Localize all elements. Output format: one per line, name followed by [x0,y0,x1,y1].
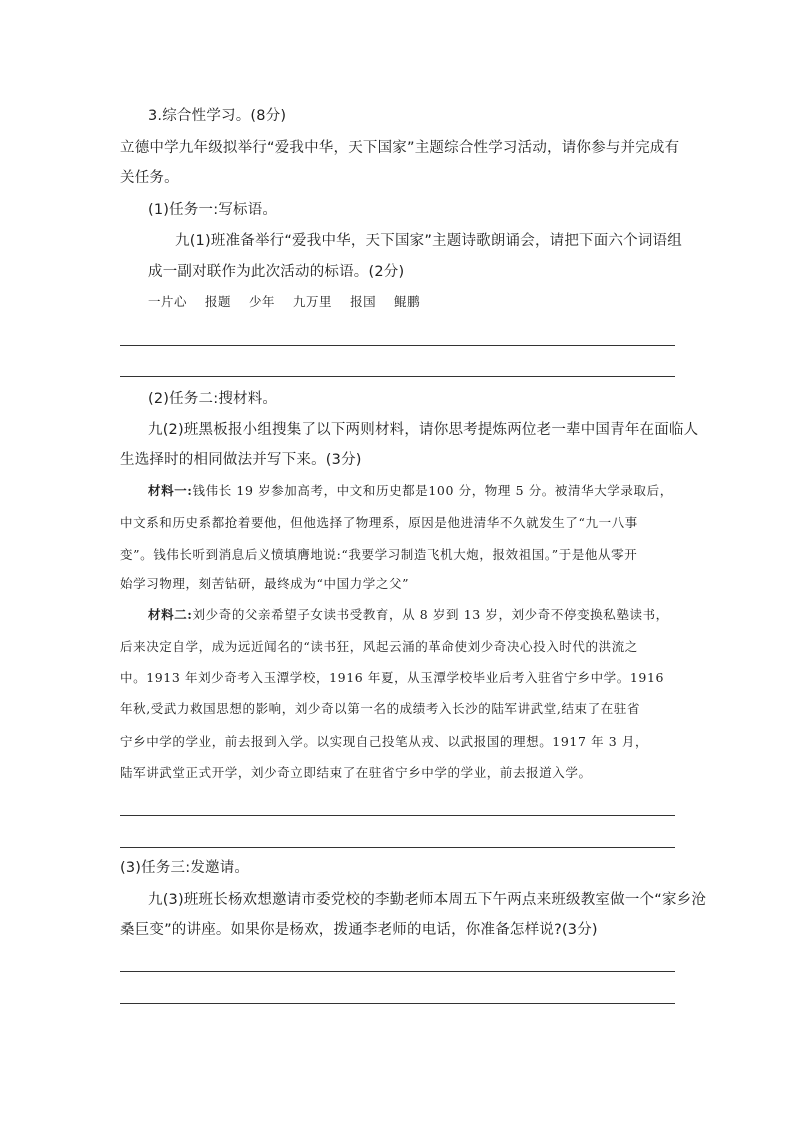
task2-line-1: 九(2)班黑板报小组搜集了以下两则材料，请你思考提炼两位老一辈中国青年在面临人 [148,422,699,438]
task3-line-1: 九(3)班班长杨欢想邀请市委党校的李勤老师本周五下午两点来班级教室做一个“家乡沧 [148,892,707,908]
question-heading: 3.综合性学习。(8分) [148,108,287,124]
answer-line [120,847,675,848]
material2-line-6: 陆军讲武堂正式开学，刘少奇立即结束了在驻省宁乡中学的学业，前去报道入学。 [120,765,592,780]
word-item: 报国 [350,294,377,309]
answer-line [120,376,675,377]
word-item: 九万里 [293,294,333,309]
material2-line-4: 年秋,受武力救国思想的影响，刘少奇以第一名的成绩考入长沙的陆军讲武堂,结束了在驻省 [120,701,641,716]
intro-line-1: 立德中学九年级拟举行“爱我中华，天下国家”主题综合性学习活动，请你参与并完成有 [120,140,680,156]
word-item: 一片心 [148,294,188,309]
material1-line-1 [148,481,673,499]
material2-label: 材料二: [148,607,193,622]
task2-title: (2)任务二:搜材料。 [148,391,278,407]
answer-line [120,1003,675,1004]
task3-line-2: 桑巨变”的讲座。如果你是杨欢，拨通李老师的电话，你准备怎样说?(3分) [120,922,598,938]
task1-line-1: 九(1)班准备举行“爱我中华，天下国家”主题诗歌朗诵会，请把下面六个词语组 [175,233,682,249]
intro-line-2: 关任务。 [120,170,179,186]
word-list [148,292,438,310]
word-item: 报题 [205,294,232,309]
answer-line [120,971,675,972]
word-item: 鲲鹏 [394,294,421,309]
material2-line-3: 中。1913 年刘少奇考入玉潭学校，1916 年夏，从玉潭学校毕业后考入驻省宁乡中学。1916 [120,670,665,685]
material2-line-5: 宁乡中学的学业，前去报到入学。以实现自己投笔从戎、以武报国的理想。1917 年 3 月， [120,734,649,749]
material1-line-2: 中文系和历史系都抢着要他，但他选择了物理系，原因是他进清华不久就发生了“九一八事 [120,515,638,530]
task2-line-2: 生选择时的相同做法并写下来。(3分) [120,452,362,468]
material1-text: 钱伟长 19 岁参加高考，中文和历史都是100 分，物理 5 分。被清华大学录取后， [192,483,673,498]
task1-line-2: 成一副对联作为此次活动的标语。(2分) [148,264,405,280]
material2-line-1 [148,605,669,623]
task3-title: (3)任务三:发邀请。 [120,860,250,876]
material1-line-4: 始学习物理，刻苦钻研，最终成为“中国力学之父” [120,576,410,591]
answer-line [120,815,675,816]
material1-line-3: 变”。钱伟长听到消息后义愤填膺地说:“我要学习制造飞机大炮，报效祖国。”于是他从零开 [120,547,638,562]
material2-text: 刘少奇的父亲希望子女读书受教育，从 8 岁到 13 岁，刘少奇不停变换私塾读书， [192,607,669,622]
answer-line [120,345,675,346]
material1-label: 材料一: [148,483,193,498]
word-item: 少年 [249,294,276,309]
material2-line-2: 后来决定自学，成为远近闻名的“读书狂，风起云涌的革命使刘少奇决心投入时代的洪流之 [120,639,638,654]
task1-title: (1)任务一:写标语。 [148,202,278,218]
